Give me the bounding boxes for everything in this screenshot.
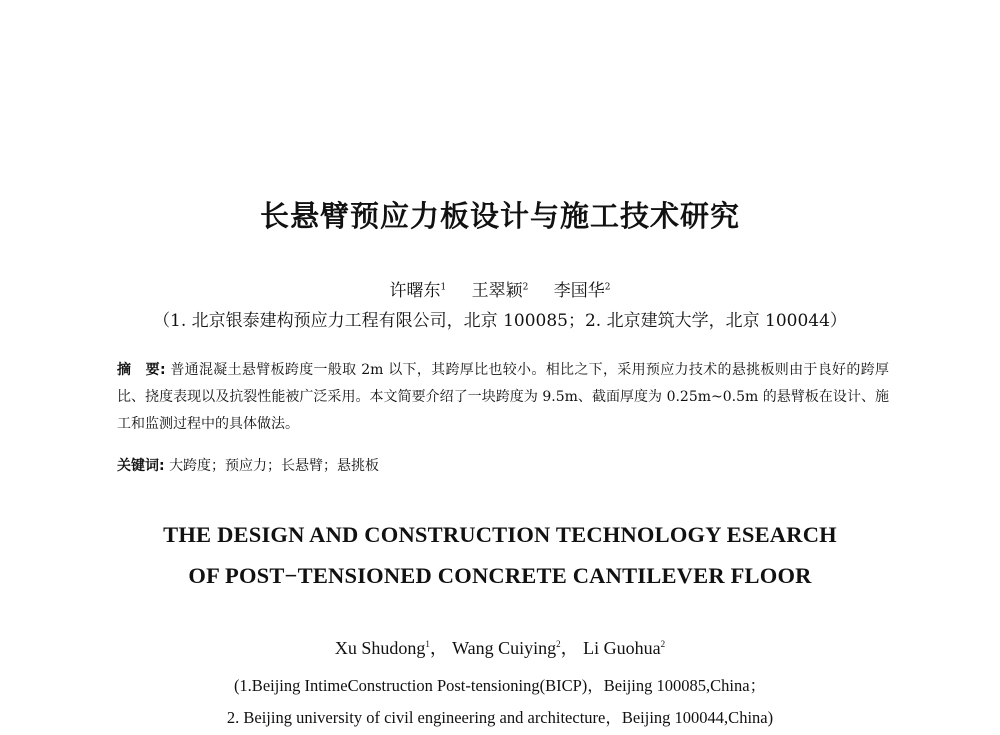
author-affil-mark: 2 bbox=[660, 639, 666, 649]
author-affil-mark: 2 bbox=[522, 282, 529, 293]
authors-chinese bbox=[0, 276, 1000, 301]
authors-english: Xu Shudong$^1$， Wang Cuiying$^2$， Li Guohua$^2$ bbox=[334, 638, 666, 658]
keywords-chinese bbox=[117, 455, 889, 475]
author-name: Xu Shudong bbox=[334, 638, 426, 658]
abstract-chinese bbox=[117, 357, 889, 438]
author-affil-mark: 2 bbox=[604, 282, 611, 293]
author-affil-mark: 2 bbox=[556, 639, 561, 649]
abstract-text: 普通混凝土悬臂板跨度一般取 2m 以下，其跨厚比也较小。相比之下，采用预应力技术的悬挑板则由于良好的跨厚比、挠度表现以及抗裂性能被广泛采用。本文简要介绍了一块跨度为 9.5m、截面厚度为 0.25m~0.5m 的悬臂板在设计、施工和监测过程中的具体做法。 bbox=[117, 362, 889, 432]
author-name: Wang Cuiying bbox=[452, 638, 557, 658]
title-english-line: OF POST−TENSIONED CONCRETE CANTILEVER FLOOR bbox=[188, 563, 812, 588]
affiliation-english-line: 2. Beijing university of civil engineering and architecture，Beijing 100044,China) bbox=[226, 708, 774, 727]
affiliation-english bbox=[0, 670, 1000, 734]
author-name: 许曙东 bbox=[389, 281, 441, 301]
author-cn bbox=[554, 281, 611, 301]
title-english-line: THE DESIGN AND CONSTRUCTION TECHNOLOGY ESEARCH bbox=[163, 522, 837, 547]
author-affil-mark: 1 bbox=[440, 282, 447, 293]
title-chinese: 长悬臂预应力板设计与施工技术研究 bbox=[259, 199, 740, 233]
title-english bbox=[0, 514, 1000, 596]
author-name: Li Guohua bbox=[583, 638, 661, 658]
author-cn bbox=[472, 281, 529, 301]
affiliation-chinese: （1. 北京银泰建构预应力工程有限公司，北京 100085；2. 北京建筑大学，北京 100044） bbox=[153, 311, 847, 331]
keywords-text: 大跨度；预应力；长悬臂；悬挑板 bbox=[169, 458, 380, 474]
keywords-label: 关键词: bbox=[117, 458, 165, 474]
author-cn bbox=[389, 281, 446, 301]
affiliation-english-line: (1.Beijing IntimeConstruction Post-tensioning(BICP)，Beijing 100085,China； bbox=[233, 676, 767, 695]
author-affil-mark: 1 bbox=[425, 639, 430, 649]
author-name: 王翠颖 bbox=[471, 281, 523, 301]
abstract-label: 摘 要: bbox=[117, 362, 166, 378]
author-name: 李国华 bbox=[553, 281, 605, 301]
